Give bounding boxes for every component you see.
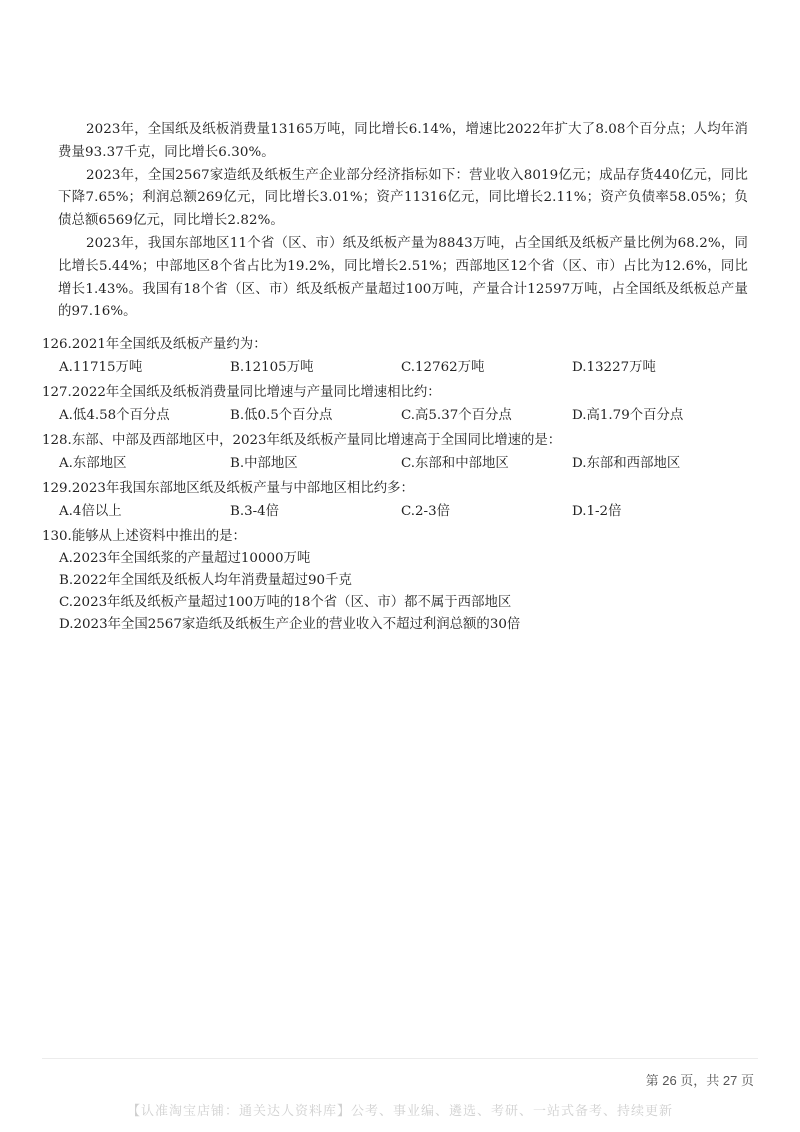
passage-paragraph-3: 2023年，我国东部地区11个省（区、市）纸及纸板产量为8843万吨，占全国纸及纸板产量比例为68.2%，同比增长5.44%；中部地区8个省占比为19.2%，同比增长2.51%；西部地区12个省（区、市）占比为12.6%，同比增长1.43%。我国有18个省（区、市）纸及纸板产量超过100万吨，产量合计12597万吨，占全国纸及纸板总产量的97.16%。	[58, 235, 748, 320]
option-c: C.高5.37个百分点	[401, 408, 512, 423]
option-d: D.高1.79个百分点	[572, 408, 684, 423]
question-list	[42, 333, 758, 638]
question-127	[42, 381, 758, 427]
reading-passage	[58, 119, 748, 324]
question-stem: 127.2022年全国纸及纸板消费量同比增速与产量同比增速相比约：	[42, 385, 441, 400]
footer-divider	[42, 1058, 758, 1059]
question-stem: 130.能够从上述资料中推出的是：	[42, 529, 246, 544]
option-d: D.13227万吨	[572, 360, 656, 375]
question-stem: 128.东部、中部及西部地区中，2023年纸及纸板产量同比增速高于全国同比增速的是：	[42, 433, 562, 448]
option-c: C.东部和中部地区	[401, 456, 509, 471]
page-number: 第 26 页，共 27 页	[645, 1073, 754, 1088]
question-129	[42, 477, 758, 523]
answer-options	[42, 500, 758, 523]
option-a: A.11715万吨	[59, 360, 143, 375]
question-128	[42, 429, 758, 475]
option-d: D.东部和西部地区	[572, 456, 681, 471]
answer-options	[42, 548, 758, 636]
question-130	[42, 525, 758, 636]
option-d: D.1-2倍	[572, 504, 622, 519]
option-a: A.2023年全国纸浆的产量超过10000万吨	[59, 551, 311, 566]
passage-paragraph-2: 2023年，全国2567家造纸及纸板生产企业部分经济指标如下：营业收入8019亿元；成品存货440亿元，同比下降7.65%；利润总额269亿元，同比增长3.01%；资产11316亿元，同比增长2.11%；资产负债率58.05%；负债总额6569亿元，同比增长2.82%。	[58, 167, 748, 229]
footer-watermark: 【认准淘宝店铺：通关达人资料库】公考、事业编、遴选、考研、一站式备考、持续更新	[126, 1104, 673, 1119]
answer-options	[42, 404, 758, 427]
passage-paragraph-1: 2023年，全国纸及纸板消费量13165万吨，同比增长6.14%，增速比2022年扩大了8.08个百分点；人均年消费量93.37千克，同比增长6.30%。	[58, 122, 748, 160]
option-c: C.2-3倍	[401, 504, 450, 519]
option-a: A.低4.58个百分点	[59, 408, 170, 423]
question-126	[42, 333, 758, 379]
answer-options	[42, 452, 758, 475]
option-a: A.4倍以上	[59, 504, 122, 519]
option-b: B.中部地区	[230, 456, 298, 471]
option-d: D.2023年全国2567家造纸及纸板生产企业的营业收入不超过利润总额的30倍	[59, 617, 521, 632]
option-b: B.3-4倍	[230, 504, 280, 519]
answer-options	[42, 356, 758, 379]
option-a: A.东部地区	[59, 456, 127, 471]
option-c: C.12762万吨	[401, 360, 485, 375]
option-c: C.2023年纸及纸板产量超过100万吨的18个省（区、市）都不属于西部地区	[59, 595, 512, 610]
question-stem: 129.2023年我国东部地区纸及纸板产量与中部地区相比约多：	[42, 481, 414, 496]
option-b: B.低0.5个百分点	[230, 408, 333, 423]
question-stem: 126.2021年全国纸及纸板产量约为：	[42, 337, 267, 352]
option-b: B.12105万吨	[230, 360, 314, 375]
option-b: B.2022年全国纸及纸板人均年消费量超过90千克	[59, 573, 352, 588]
